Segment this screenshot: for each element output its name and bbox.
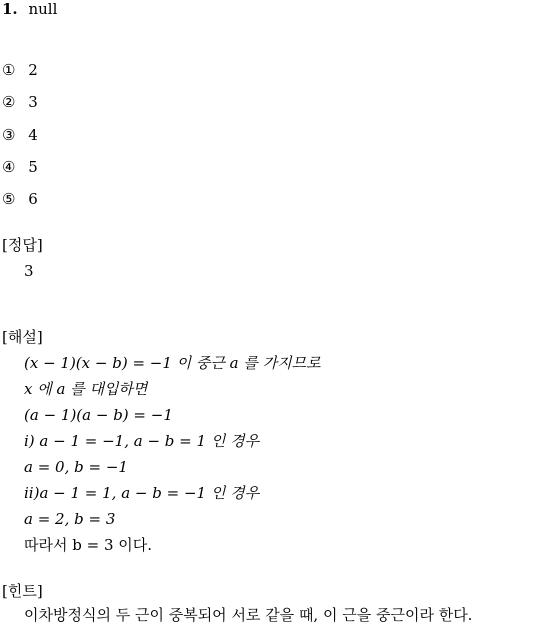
choice-4 [2,158,38,176]
choice-value: 4 [28,126,38,144]
choice-2 [2,93,38,111]
question-number: 1. [2,0,18,18]
choice-value: 5 [28,158,38,176]
answer-value: 3 [24,262,34,280]
explanation-conclusion: 따라서 b = 3 이다. [24,536,153,554]
explanation-line: a = 0, b = −1 [24,458,128,476]
explanation-line: ii)a − 1 = 1, a − b = −1 인 경우 [24,484,260,502]
choice-value: 3 [28,93,38,111]
explanation-line: (x − 1)(x − b) = −1 이 중근 a 를 가지므로 [24,354,321,372]
explanation-line: a = 2, b = 3 [24,510,116,528]
explanation-heading: [해설] [2,328,43,346]
choice-3 [2,126,38,144]
choice-marker: ③ [2,126,16,144]
hint-heading: [힌트] [2,582,43,600]
explanation-line: x 에 a 를 대입하면 [24,380,148,398]
explanation-line: i) a − 1 = −1, a − b = 1 인 경우 [24,432,260,450]
question-text: null [28,0,58,18]
choice-marker: ① [2,61,16,79]
choice-value: 6 [28,190,38,208]
choice-value: 2 [28,61,38,79]
hint-text: 이차방정식의 두 근이 중복되어 서로 같을 때, 이 근을 중근이라 한다. [24,606,473,624]
choice-marker: ⑤ [2,190,16,208]
answer-heading: [정답] [2,236,43,254]
choice-1 [2,61,38,79]
explanation-line: (a − 1)(a − b) = −1 [24,406,173,424]
choice-marker: ④ [2,158,16,176]
choice-5 [2,190,38,208]
choice-marker: ② [2,93,16,111]
question-line [2,0,57,18]
